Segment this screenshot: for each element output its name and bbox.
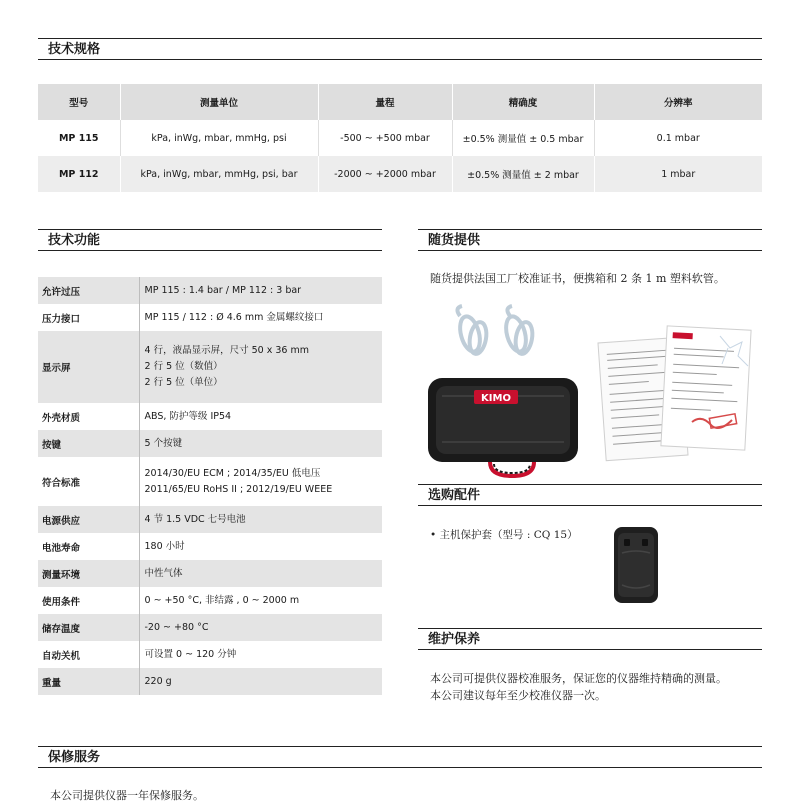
- function-value: [139, 614, 382, 641]
- section-title-functions: 技术功能: [38, 229, 382, 251]
- function-value: [139, 533, 382, 560]
- function-value-line: 2011/65/EU RoHS II ; 2012/19/EU WEEE: [144, 483, 333, 495]
- function-key: 压力接口: [38, 304, 139, 331]
- function-value: [139, 560, 382, 587]
- spec-header-model: 型号: [38, 84, 120, 120]
- function-key: 储存温度: [38, 614, 139, 641]
- function-value-line: 中性气体: [144, 567, 183, 579]
- spec-cell-resolution: 1 mbar: [594, 156, 762, 192]
- spec-cell-unit: kPa, inWg, mbar, mmHg, psi, bar: [120, 156, 318, 192]
- spec-cell-resolution: 0.1 mbar: [656, 132, 700, 144]
- spec-cell-model: MP 112: [38, 156, 120, 192]
- table-row: [38, 457, 382, 506]
- spec-cell-range: -2000 ~ +2000 mbar: [318, 156, 452, 192]
- maintenance-line: 本公司建议每年至少校准仪器一次。: [430, 689, 606, 702]
- certificate-image: [661, 326, 751, 450]
- function-key: 允许过压: [38, 277, 139, 304]
- function-value-line: 2 行 5 位（单位）: [144, 377, 223, 388]
- case-logo: KIMO: [481, 393, 511, 404]
- function-value-line: MP 115 / 112 : Ø 4.6 mm 金属螺纹接口: [144, 311, 324, 323]
- supplied-items-illustration: [420, 300, 762, 480]
- tube-icon: [457, 306, 489, 355]
- function-value: [139, 668, 382, 695]
- carry-case-image: [428, 378, 578, 476]
- optional-item: • 主机保护套（型号 : CQ 15）: [430, 529, 578, 541]
- section-title-supplied: 随货提供: [418, 229, 762, 251]
- function-value: [139, 277, 382, 304]
- function-value-line: -20 ~ +80 °C: [144, 621, 209, 633]
- table-row: [38, 304, 382, 331]
- function-value: [139, 457, 382, 506]
- function-value-line: 180 小时: [144, 540, 185, 552]
- function-value: [139, 430, 382, 457]
- function-value: [139, 587, 382, 614]
- table-row: [38, 277, 382, 304]
- function-value-line: 可设置 0 ~ 120 分钟: [144, 648, 237, 660]
- function-value: [139, 506, 382, 533]
- table-row: [38, 403, 382, 430]
- function-key: 重量: [38, 668, 139, 695]
- function-value-line: 2014/30/EU ECM ; 2014/35/EU 低电压: [144, 467, 321, 479]
- tube-icon: [503, 306, 535, 355]
- spec-cell-range: -500 ~ +500 mbar: [318, 120, 452, 156]
- table-row: [38, 331, 382, 403]
- spec-cell-accuracy: ±0.5% 测量值 ± 2 mbar: [452, 156, 594, 192]
- function-key: 符合标准: [38, 457, 139, 506]
- spec-cell-accuracy: ±0.5% 测量值 ± 0.5 mbar: [452, 120, 594, 156]
- spec-table: [38, 84, 762, 192]
- function-value-line: ABS, 防护等级 IP54: [144, 410, 232, 422]
- table-row: [38, 506, 382, 533]
- table-row: [38, 560, 382, 587]
- function-value-line: 4 行，液晶显示屏，尺寸 50 x 36 mm: [144, 345, 309, 356]
- function-value-line: 2 行 5 位（数值）: [144, 361, 223, 372]
- table-row: [38, 120, 762, 156]
- spec-header-unit: 测量单位: [120, 84, 318, 120]
- spec-header-resolution: 分辨率: [594, 84, 762, 120]
- table-row: [38, 668, 382, 695]
- function-value: [139, 403, 382, 430]
- spec-cell-unit: kPa, inWg, mbar, mmHg, psi: [120, 120, 318, 156]
- function-value-line: 0 ~ +50 °C, 非结露 , 0 ~ 2000 m: [144, 594, 300, 606]
- section-title-maintenance: 维护保养: [418, 628, 762, 650]
- function-key: 按键: [38, 430, 139, 457]
- function-key: 测量环境: [38, 560, 139, 587]
- section-title-warranty: 保修服务: [38, 746, 762, 768]
- function-value-line: MP 115 : 1.4 bar / MP 112 : 3 bar: [144, 284, 302, 296]
- function-value-line: 5 个按键: [144, 437, 183, 449]
- table-row: [38, 156, 762, 192]
- function-table: [38, 277, 382, 695]
- table-row: [38, 430, 382, 457]
- function-value: [139, 641, 382, 668]
- table-row: [38, 587, 382, 614]
- function-key: 显示屏: [38, 331, 139, 403]
- function-key: 电池寿命: [38, 533, 139, 560]
- function-key: 外壳材质: [38, 403, 139, 430]
- section-title-specs: 技术规格: [38, 38, 762, 60]
- section-title-optional: 选购配件: [418, 484, 762, 506]
- function-value: [139, 304, 382, 331]
- supplied-text: 随货提供法国工厂校准证书，便携箱和 2 条 1 m 塑料软管。: [430, 272, 725, 285]
- spec-cell-model: MP 115: [38, 120, 120, 156]
- table-row: [38, 533, 382, 560]
- function-value-line: 220 g: [144, 675, 172, 687]
- function-value: [139, 331, 382, 403]
- function-value-line: 4 节 1.5 VDC 七号电池: [144, 513, 246, 525]
- maintenance-text: [430, 670, 770, 704]
- maintenance-line: 本公司可提供仪器校准服务，保证您的仪器维持精确的测量。: [430, 672, 727, 685]
- function-key: 电源供应: [38, 506, 139, 533]
- table-row: [38, 614, 382, 641]
- spec-table-header: [38, 84, 762, 120]
- spec-header-range: 量程: [318, 84, 452, 120]
- warranty-text: 本公司提供仪器一年保修服务。: [50, 789, 204, 802]
- spec-header-accuracy: 精确度: [452, 84, 594, 120]
- function-key: 自动关机: [38, 641, 139, 668]
- table-row: [38, 641, 382, 668]
- function-key: 使用条件: [38, 587, 139, 614]
- protective-cover-image: [610, 525, 662, 605]
